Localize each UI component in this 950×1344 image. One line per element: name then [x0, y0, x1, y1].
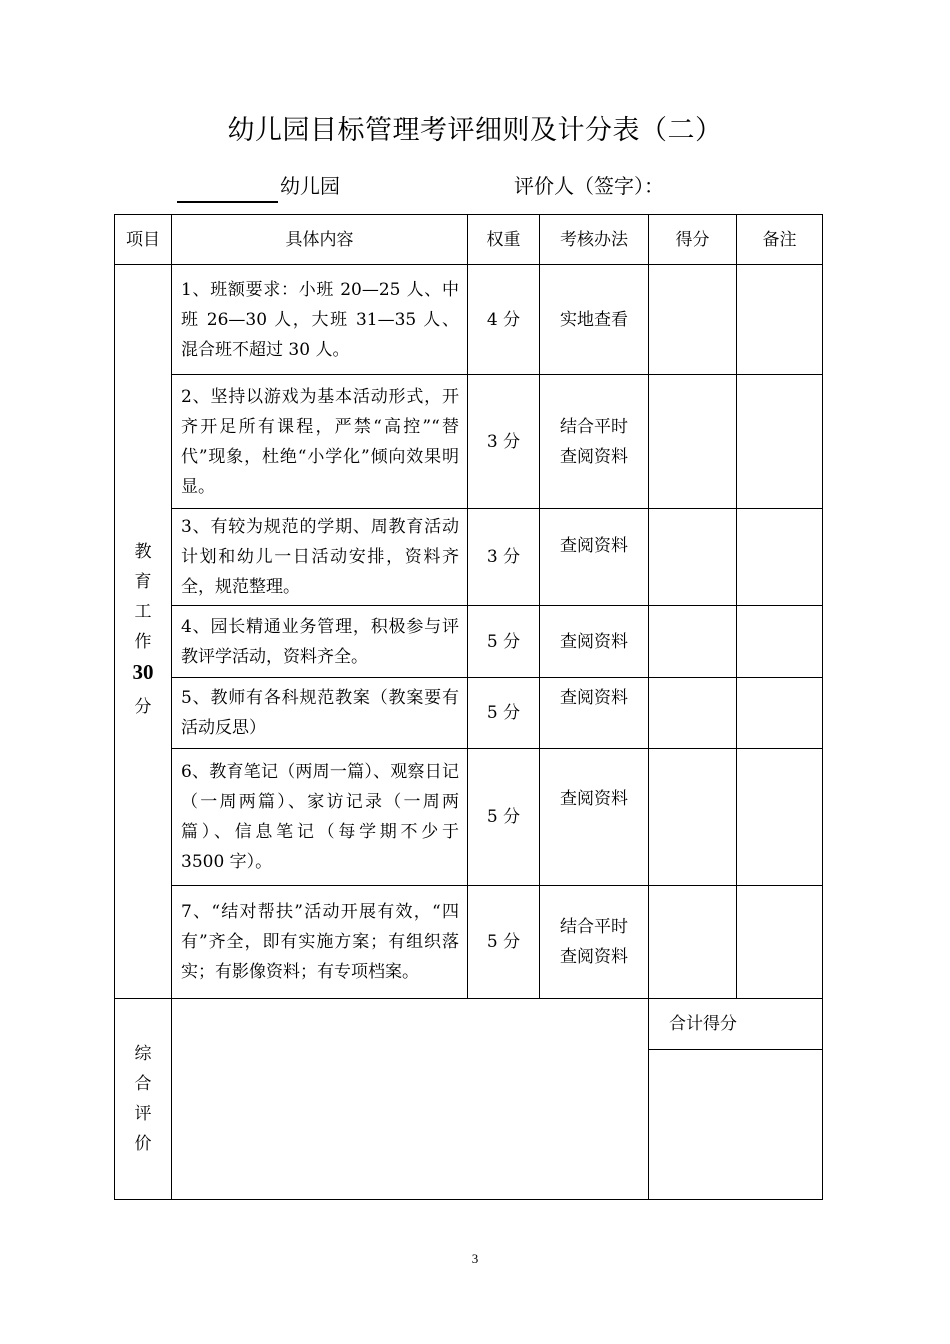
remarks-cell[interactable]	[737, 606, 823, 678]
table-row	[115, 749, 823, 886]
row-weight: 5 分	[468, 606, 540, 678]
header-remarks: 备注	[737, 215, 823, 265]
category-char: 育	[134, 571, 152, 592]
remarks-cell[interactable]	[737, 749, 823, 886]
score-cell[interactable]	[649, 606, 737, 678]
row-weight: 5 分	[468, 678, 540, 749]
row-method-line: 结合平时	[560, 416, 628, 437]
header-content: 具体内容	[172, 215, 468, 265]
row-weight: 4 分	[468, 265, 540, 375]
remarks-cell[interactable]	[737, 509, 823, 606]
row-method-line: 查阅资料	[560, 631, 628, 652]
category-points: 30	[132, 659, 154, 684]
kindergarten-label: 幼儿园	[280, 174, 340, 198]
category-points-unit: 分	[134, 696, 152, 717]
row-method	[540, 509, 649, 606]
header-method: 考核办法	[540, 215, 649, 265]
score-cell[interactable]	[649, 749, 737, 886]
row-method-line: 查阅资料	[560, 688, 628, 708]
score-cell[interactable]	[649, 678, 737, 749]
kindergarten-name-blank	[177, 201, 278, 203]
row-method-line: 查阅资料	[560, 789, 628, 809]
table-row	[115, 606, 823, 678]
row-method	[540, 265, 649, 375]
category-cell	[115, 265, 172, 999]
header-row	[115, 215, 823, 265]
summary-char: 综	[134, 1044, 152, 1064]
evaluator-label: 评价人（签字）：	[514, 174, 664, 198]
row-weight: 5 分	[468, 886, 540, 999]
remarks-cell[interactable]	[737, 678, 823, 749]
evaluation-table	[114, 214, 823, 1200]
row-content: 4、园长精通业务管理，积极参与评教评学活动，资料齐全。	[172, 606, 468, 678]
row-method	[540, 886, 649, 999]
table-row	[115, 375, 823, 509]
row-method-line: 查阅资料	[560, 536, 628, 556]
remarks-cell[interactable]	[737, 265, 823, 375]
score-cell[interactable]	[649, 375, 737, 509]
page-title: 幼儿园目标管理考评细则及计分表（二）	[227, 115, 723, 146]
category-char: 工	[134, 601, 152, 622]
row-content: 7、“结对帮扶”活动开展有效，“四有”齐全，即有实施方案；有组织落实；有影像资料；有专项档案。	[172, 886, 468, 999]
row-content: 3、有较为规范的学期、周教育活动计划和幼儿一日活动安排，资料齐全，规范整理。	[172, 509, 468, 606]
row-method-line: 结合平时	[560, 917, 628, 937]
score-cell[interactable]	[649, 265, 737, 375]
row-weight: 3 分	[468, 509, 540, 606]
table-row	[115, 509, 823, 606]
header-weight: 权重	[468, 215, 540, 265]
row-weight: 3 分	[468, 375, 540, 509]
summary-evaluation-cell[interactable]	[172, 999, 649, 1200]
row-method	[540, 375, 649, 509]
category-char: 教	[134, 541, 152, 562]
remarks-cell[interactable]	[737, 375, 823, 509]
row-weight: 5 分	[468, 749, 540, 886]
row-content: 1、班额要求：小班 20—25 人、中班 26—30 人，大班 31—35 人、混合班不超过 30 人。	[172, 265, 468, 375]
row-method-line: 实地查看	[560, 309, 628, 330]
row-content: 6、教育笔记（两周一篇）、观察日记（一周两篇）、家访记录（一周两篇）、信息笔记（每学期不少于 3500 字）。	[172, 749, 468, 886]
row-method	[540, 678, 649, 749]
table-row	[115, 265, 823, 375]
total-score-label: 合计得分	[649, 999, 823, 1050]
row-content: 2、坚持以游戏为基本活动形式，开齐开足所有课程，严禁“高控”“替代”现象，杜绝“小学化”倾向效果明显。	[172, 375, 468, 509]
summary-row	[115, 999, 823, 1050]
remarks-cell[interactable]	[737, 886, 823, 999]
row-method-line: 查阅资料	[560, 446, 628, 467]
summary-char: 评	[134, 1104, 152, 1124]
row-method-line: 查阅资料	[560, 947, 628, 967]
row-method	[540, 606, 649, 678]
summary-char: 价	[134, 1134, 152, 1154]
table-row	[115, 678, 823, 749]
row-method	[540, 749, 649, 886]
header-score: 得分	[649, 215, 737, 265]
table-row	[115, 886, 823, 999]
category-char: 作	[134, 631, 152, 652]
summary-label-cell	[115, 999, 172, 1200]
row-content: 5、教师有各科规范教案（教案要有活动反思）	[172, 678, 468, 749]
summary-char: 合	[134, 1074, 152, 1094]
score-cell[interactable]	[649, 886, 737, 999]
header-item: 项目	[115, 215, 172, 265]
score-cell[interactable]	[649, 509, 737, 606]
total-score-cell[interactable]	[649, 1050, 823, 1200]
page-number: 3	[471, 1251, 479, 1266]
